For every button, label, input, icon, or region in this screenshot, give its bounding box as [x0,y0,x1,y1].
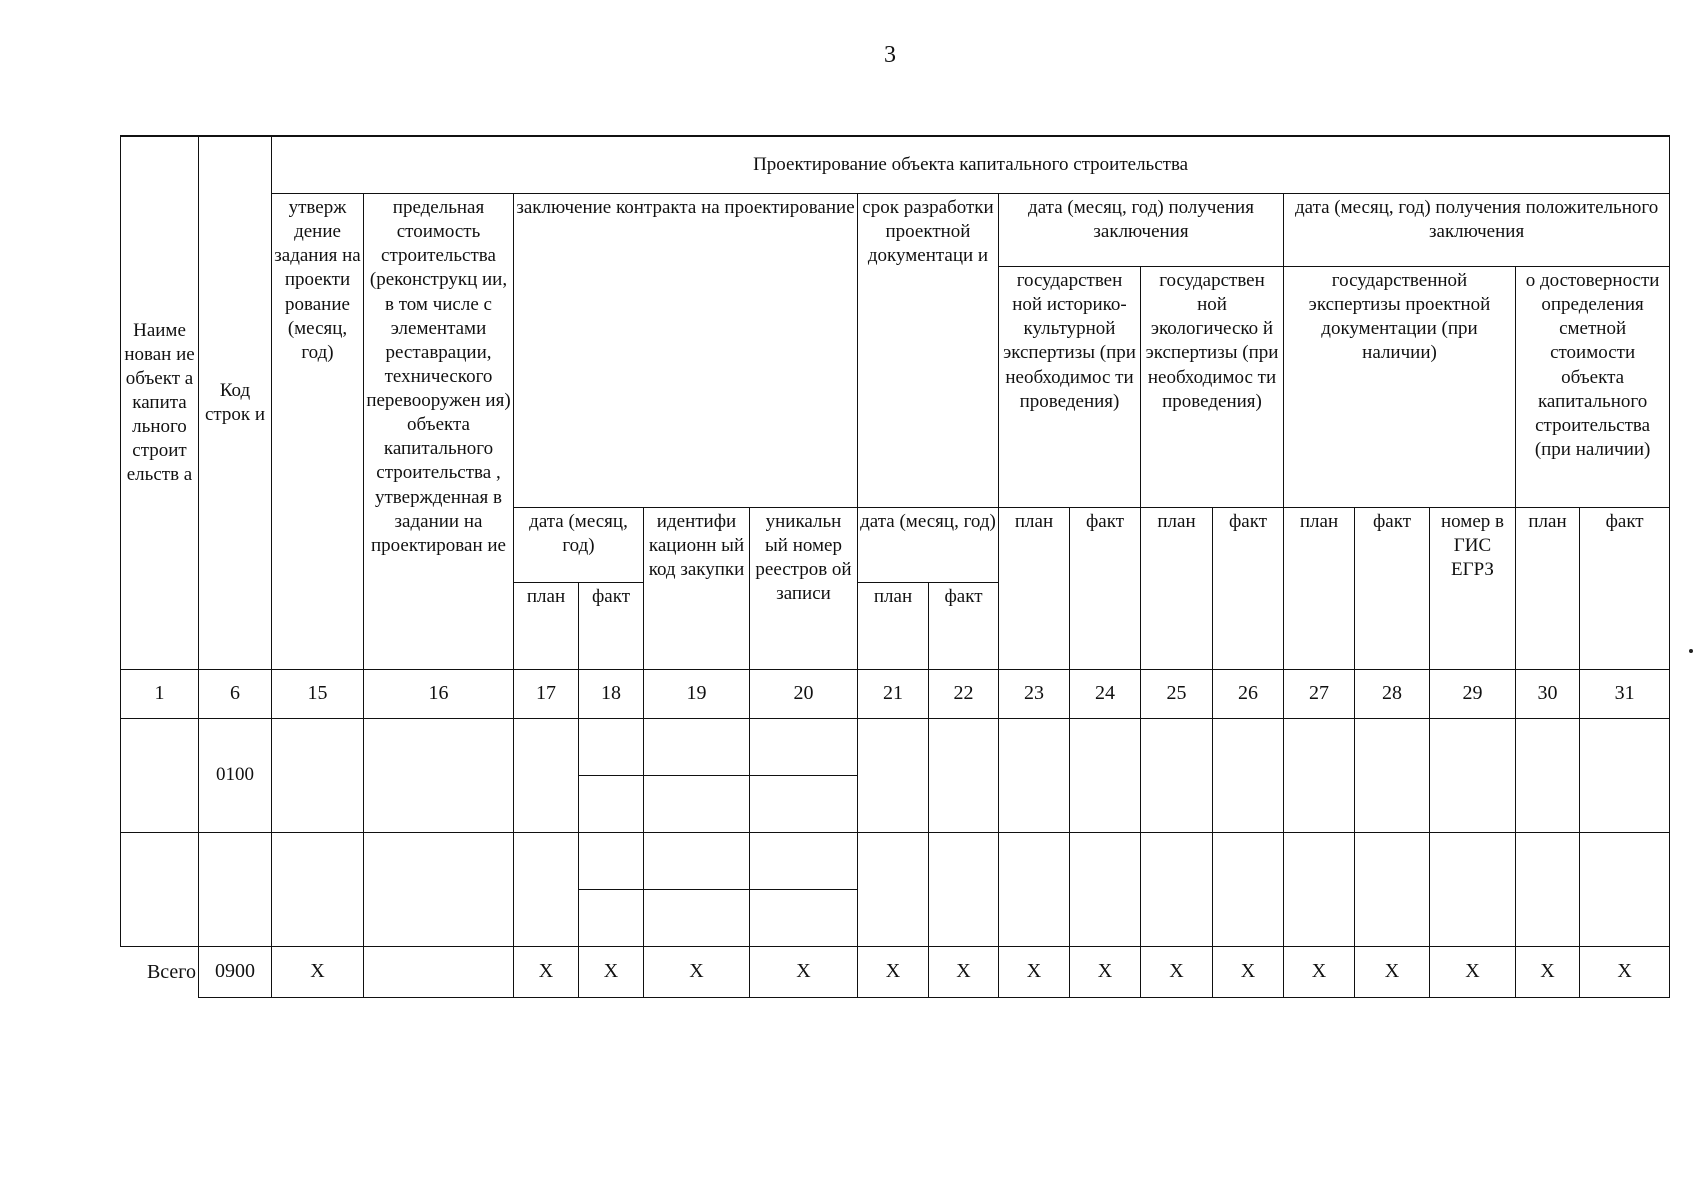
column-number: 21 [858,670,929,719]
cost-limit-cell[interactable] [364,719,514,833]
header-dev-date: дата (месяц, год) [858,508,999,583]
registry-number-cell[interactable] [750,776,858,833]
cost-limit-cell[interactable] [364,833,514,947]
total-cell: X [272,947,364,998]
contract-plan-cell[interactable] [514,833,579,947]
header-object-name: Наиме нован ие объект а капита льного строит ельств а [121,136,199,670]
purchase-id-cell[interactable] [644,719,750,776]
purchase-id-cell[interactable] [644,890,750,947]
contract-fact-cell[interactable] [579,776,644,833]
total-cell[interactable] [364,947,514,998]
approval-cell[interactable] [272,833,364,947]
total-cell: X [999,947,1070,998]
header-state-expertise: государственной экспертизы проектной документации (при наличии) [1284,267,1516,508]
row-code-cell[interactable] [199,833,272,947]
column-number: 6 [199,670,272,719]
total-cell: X [1213,947,1284,998]
ecological-fact-cell[interactable] [1213,719,1284,833]
dev-plan-cell[interactable] [858,833,929,947]
header-historical-expertise: государствен ной историко- культурной экспертизы (при необходимос ти проведения) [999,267,1141,508]
total-cell: X [579,947,644,998]
object-name-cell[interactable] [121,833,199,947]
ecological-plan-cell[interactable] [1141,833,1213,947]
header-reliability: о достоверности определения сметной стоимости объекта капитального строительства (при наличии) [1516,267,1670,508]
header-purchase-id: идентифи кационн ый код закупки [644,508,750,670]
header-contract-date: дата (месяц, год) [514,508,644,583]
column-number: 31 [1580,670,1670,719]
column-number: 26 [1213,670,1284,719]
total-cell: X [1430,947,1516,998]
historical-plan-cell[interactable] [999,833,1070,947]
column-number: 16 [364,670,514,719]
dev-plan-cell[interactable] [858,719,929,833]
ecological-plan-cell[interactable] [1141,719,1213,833]
header-fact: факт [1213,508,1284,670]
reliability-fact-cell[interactable] [1580,719,1670,833]
total-cell: X [514,947,579,998]
header-fact: факт [929,583,999,670]
header-conclusion-date: дата (месяц, год) получения заключения [999,194,1284,267]
header-plan: план [999,508,1070,670]
design-table [120,135,1670,998]
registry-number-cell[interactable] [750,833,858,890]
column-number: 18 [579,670,644,719]
header-fact: факт [1580,508,1670,670]
column-number: 24 [1070,670,1141,719]
total-cell: X [644,947,750,998]
header-row-code: Код строк и [199,136,272,670]
table-row [121,719,1670,776]
header-plan: план [1141,508,1213,670]
column-number-row [121,670,1670,719]
header-plan: план [1516,508,1580,670]
row-code-cell[interactable]: 0100 [199,719,272,833]
contract-fact-cell[interactable] [579,719,644,776]
purchase-id-cell[interactable] [644,776,750,833]
reliability-fact-cell[interactable] [1580,833,1670,947]
total-cell: X [1070,947,1141,998]
header-design: Проектирование объекта капитального строительства [272,136,1670,194]
historical-plan-cell[interactable] [999,719,1070,833]
table-row [121,833,1670,890]
header-fact: факт [1355,508,1430,670]
purchase-id-cell[interactable] [644,833,750,890]
state-expertise-fact-cell[interactable] [1355,719,1430,833]
scan-speck [1689,649,1693,653]
header-contract: заключение контракта на проектирование [514,194,858,508]
header-plan: план [514,583,579,670]
header-fact: факт [579,583,644,670]
header-fact: факт [1070,508,1141,670]
header-ecological-expertise: государствен ной экологическо й экспертизы (при необходимос ти проведения) [1141,267,1284,508]
column-number: 22 [929,670,999,719]
contract-plan-cell[interactable] [514,719,579,833]
total-cell: X [1355,947,1430,998]
historical-fact-cell[interactable] [1070,719,1141,833]
total-cell: X [1284,947,1355,998]
total-label: Всего [121,947,199,998]
total-code: 0900 [199,947,272,998]
column-number: 17 [514,670,579,719]
header-dev-period: срок разработки проектной документаци и [858,194,999,508]
dev-fact-cell[interactable] [929,719,999,833]
object-name-cell[interactable] [121,719,199,833]
total-cell: X [1580,947,1670,998]
header-approval: утверж дение задания на проекти рование (месяц, год) [272,194,364,670]
column-number: 15 [272,670,364,719]
total-row [121,947,1670,998]
header-gis-number: номер в ГИС ЕГРЗ [1430,508,1516,670]
state-expertise-fact-cell[interactable] [1355,833,1430,947]
historical-fact-cell[interactable] [1070,833,1141,947]
state-expertise-plan-cell[interactable] [1284,833,1355,947]
approval-cell[interactable] [272,719,364,833]
dev-fact-cell[interactable] [929,833,999,947]
column-number: 27 [1284,670,1355,719]
column-number: 29 [1430,670,1516,719]
total-cell: X [929,947,999,998]
column-number: 19 [644,670,750,719]
column-number: 1 [121,670,199,719]
reliability-plan-cell[interactable] [1516,833,1580,947]
total-cell: X [1516,947,1580,998]
total-cell: X [750,947,858,998]
page-number: 3 [884,42,896,68]
reliability-plan-cell[interactable] [1516,719,1580,833]
state-expertise-plan-cell[interactable] [1284,719,1355,833]
registry-number-cell[interactable] [750,890,858,947]
column-number: 25 [1141,670,1213,719]
header-registry-number: уникальн ый номер реестров ой записи [750,508,858,670]
ecological-fact-cell[interactable] [1213,833,1284,947]
registry-number-cell[interactable] [750,719,858,776]
contract-fact-cell[interactable] [579,890,644,947]
gis-number-cell[interactable] [1430,719,1516,833]
header-plan: план [1284,508,1355,670]
total-cell: X [1141,947,1213,998]
column-number: 23 [999,670,1070,719]
total-cell: X [858,947,929,998]
column-number: 20 [750,670,858,719]
header-cost-limit: предельная стоимость строительства (реконструкц ии, в том числе с элементами реставрации, технического перевооружен ия) объекта капитального строительства , утвержденная в задании на проектирован ие [364,194,514,670]
column-number: 28 [1355,670,1430,719]
contract-fact-cell[interactable] [579,833,644,890]
header-positive-conclusion-date: дата (месяц, год) получения положительного заключения [1284,194,1670,267]
column-number: 30 [1516,670,1580,719]
header-plan: план [858,583,929,670]
gis-number-cell[interactable] [1430,833,1516,947]
